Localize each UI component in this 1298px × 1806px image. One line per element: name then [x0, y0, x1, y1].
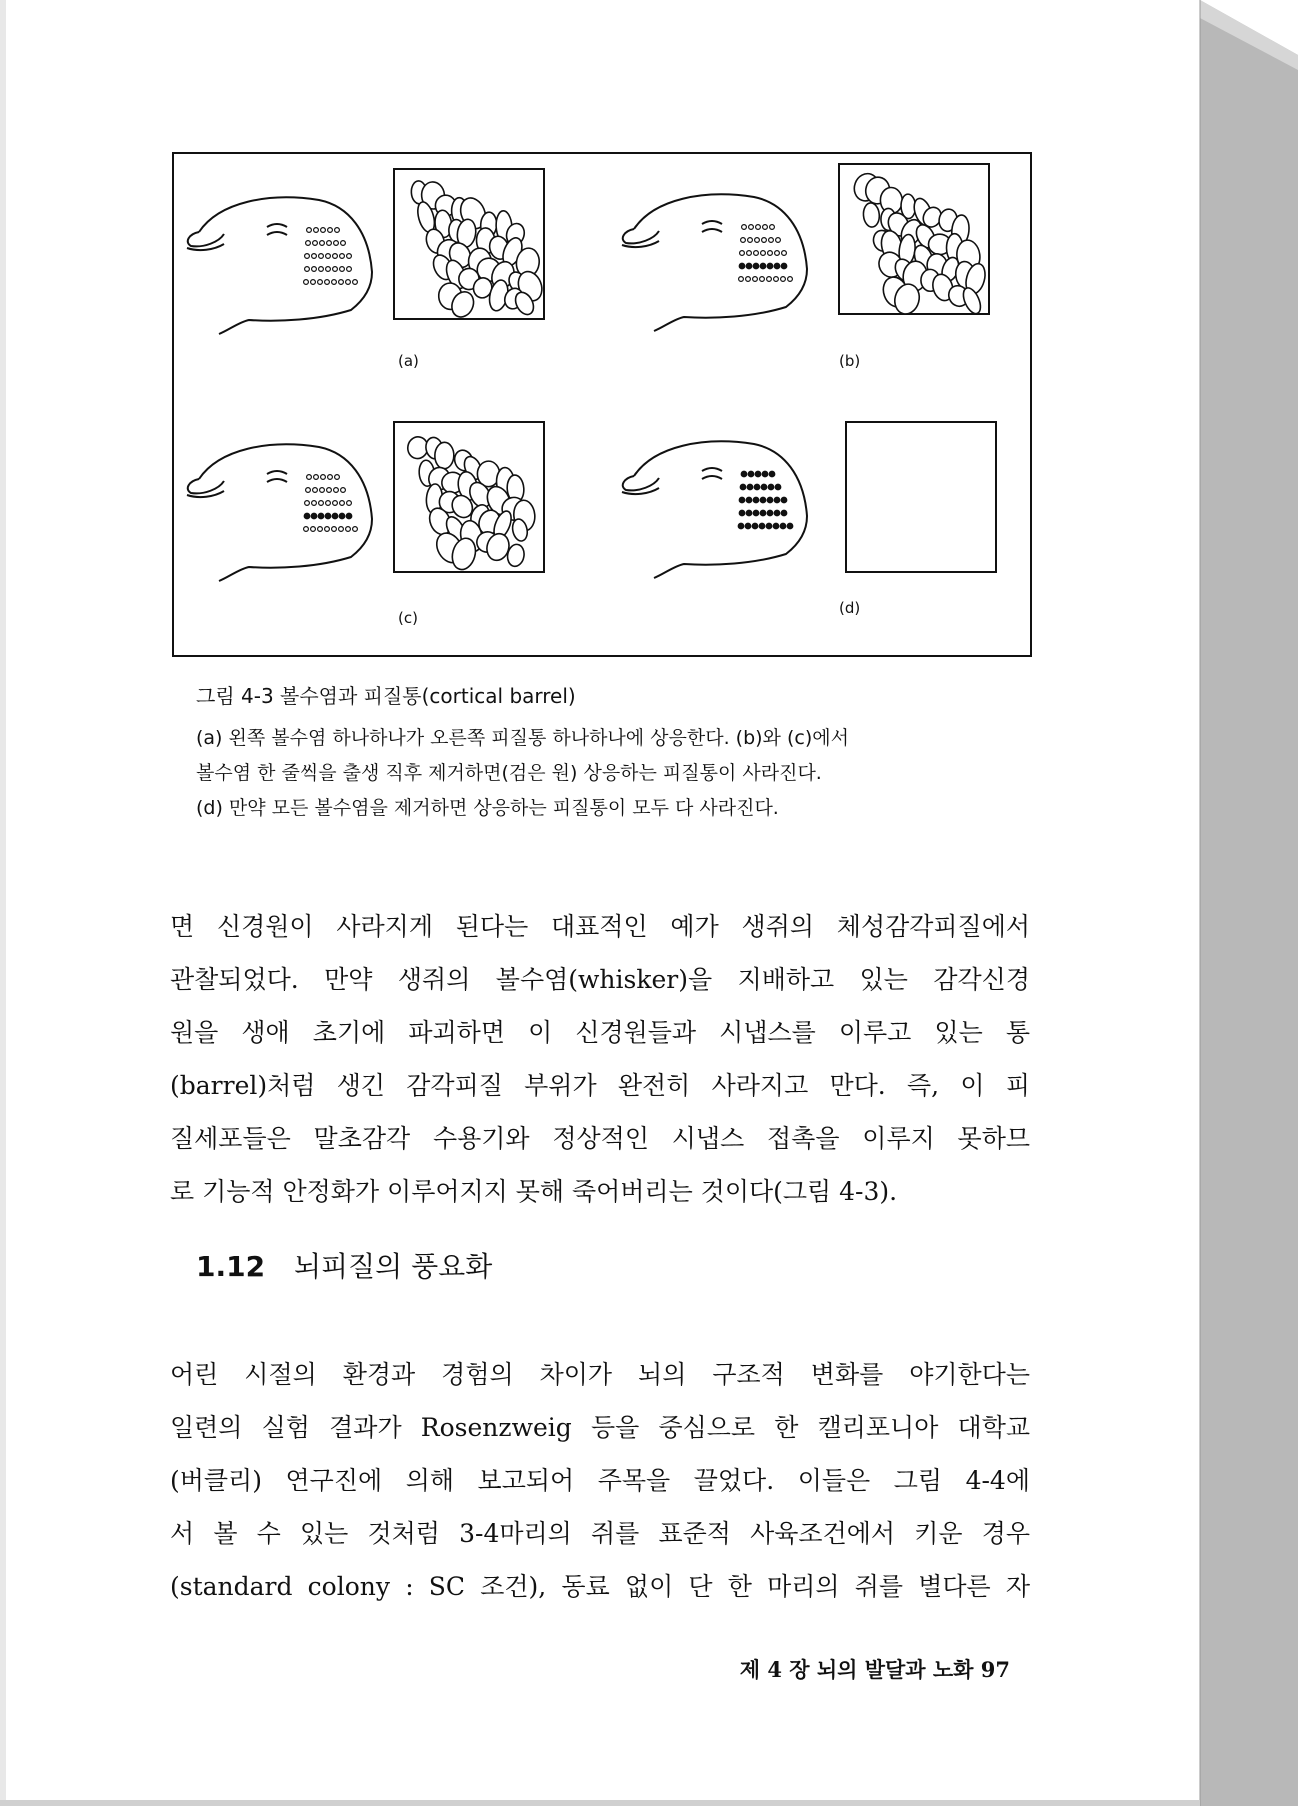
whisker-dot [312, 254, 317, 259]
rat-eye [702, 221, 722, 232]
caption-line: (d) 만약 모든 볼수염을 제거하면 상응하는 피질통이 모두 다 사라진다. [196, 797, 779, 819]
whisker-dot [325, 527, 330, 532]
whisker-dot [748, 238, 753, 243]
whisker-dot [761, 251, 766, 256]
whisker-dot [760, 277, 765, 282]
whisker-dot [321, 475, 326, 480]
whisker-dot [335, 228, 340, 233]
whisker-dot [780, 523, 786, 529]
text-line: 로 기능적 안정화가 이루어지지 못해 죽어버리는 것이다(그림 4-3). [170, 1177, 898, 1206]
whisker-dot [770, 225, 775, 230]
section-number: 1.12 [196, 1250, 266, 1283]
whisker-dot [763, 225, 768, 230]
rat-eye [702, 468, 722, 479]
whisker-dot [775, 251, 780, 256]
whisker-dot [320, 241, 325, 246]
whisker-dot [353, 280, 358, 285]
whisker-dot [326, 501, 331, 506]
figure-caption [196, 680, 1026, 826]
whisker-dot [339, 513, 345, 519]
whisker-dot [346, 527, 351, 532]
whisker-dot [319, 254, 324, 259]
whisker-dot [311, 527, 316, 532]
whisker-dot [760, 263, 766, 269]
whisker-dot [741, 471, 747, 477]
whisker-dot [788, 277, 793, 282]
whisker-dot [781, 277, 786, 282]
whisker-dot [767, 277, 772, 282]
whisker-dot [306, 241, 311, 246]
whisker-dot [739, 497, 745, 503]
whisker-dot [781, 263, 787, 269]
section-title-text: 뇌피질의 풍요화 [294, 1250, 493, 1283]
text-line: 원을 생애 초기에 파괴하면 이 신경원들과 시냅스를 이루고 있는 통 [170, 1018, 1030, 1047]
whisker-dot [332, 513, 338, 519]
text-line: 면 신경원이 사라지게 된다는 대표적인 예가 생쥐의 체성감각피질에서 [170, 912, 1030, 941]
whisker-dot [769, 471, 775, 477]
panel-label-a: (a) [398, 352, 419, 370]
whisker-dot [746, 510, 752, 516]
text-line: 어린 시절의 환경과 경험의 차이가 뇌의 구조적 변화를 야기한다는 [170, 1360, 1030, 1389]
whisker-dot [332, 527, 337, 532]
whisker-dot [753, 277, 758, 282]
whisker-dot [335, 475, 340, 480]
whisker-dot [774, 510, 780, 516]
whisker-dot [327, 241, 332, 246]
whisker-dot [773, 523, 779, 529]
rat-head-outline [199, 197, 372, 334]
whisker-dot [747, 251, 752, 256]
whisker-dot [306, 488, 311, 493]
whisker-dot [340, 501, 345, 506]
whisker-dot [339, 527, 344, 532]
whisker-dot [326, 267, 331, 272]
body-paragraph-1 [170, 900, 1030, 1218]
rat-eye [267, 471, 287, 482]
whisker-dot [742, 225, 747, 230]
whisker-dot [328, 475, 333, 480]
whisker-dot [319, 267, 324, 272]
whisker-dot [741, 238, 746, 243]
whisker-dot [768, 484, 774, 490]
rat-ear [623, 476, 659, 490]
whisker-dot [766, 523, 772, 529]
whisker-dot [340, 254, 345, 259]
rat-ear [188, 479, 224, 493]
whisker-dot [346, 280, 351, 285]
text-line: (standard colony : SC 조건), 동료 없이 단 한 마리의 쥐를 별다른 자 [170, 1572, 1030, 1601]
text-line: 질세포들은 말초감각 수용기와 정상적인 시냅스 접촉을 이루지 못하므 [170, 1124, 1030, 1153]
caption-title: 그림 4-3 볼수염과 피질통(cortical barrel) [196, 684, 576, 708]
whisker-dot [739, 277, 744, 282]
whisker-barrel-illustration [174, 154, 1030, 655]
whisker-dot [326, 254, 331, 259]
whisker-dot [334, 488, 339, 493]
whisker-dot [341, 488, 346, 493]
whisker-dot [313, 241, 318, 246]
whisker-dot [748, 471, 754, 477]
whisker-dot [327, 488, 332, 493]
whisker-dot [339, 280, 344, 285]
rat-ear [188, 232, 224, 246]
whisker-dot [320, 488, 325, 493]
whisker-dot [347, 501, 352, 506]
whisker-dot [767, 510, 773, 516]
text-line: 일련의 실험 결과가 Rosenzweig 등을 중심으로 한 캘리포니아 대학교 [170, 1413, 1030, 1442]
whisker-dot [746, 277, 751, 282]
whisker-dot [746, 497, 752, 503]
whisker-dot [745, 523, 751, 529]
whisker-dot [755, 238, 760, 243]
whisker-dot [738, 523, 744, 529]
whisker-dot [753, 510, 759, 516]
panel-label-d: (d) [839, 599, 861, 617]
whisker-dot [304, 513, 310, 519]
whisker-dot [311, 513, 317, 519]
section-heading [196, 1245, 492, 1285]
text-line: (barrel)처럼 생긴 감각피질 부위가 완전히 사라지고 만다. 즉, 이 피 [170, 1071, 1030, 1100]
whisker-dot [314, 475, 319, 480]
whisker-dot [305, 501, 310, 506]
whisker-dot [334, 241, 339, 246]
whisker-dot [311, 280, 316, 285]
whisker-dot [312, 267, 317, 272]
whisker-dot [333, 501, 338, 506]
whisker-dot [307, 228, 312, 233]
whisker-dot [755, 471, 761, 477]
whisker-dot [762, 238, 767, 243]
whisker-dot [341, 241, 346, 246]
whisker-dot [746, 263, 752, 269]
whisker-dot [739, 263, 745, 269]
whisker-dot [754, 251, 759, 256]
whisker-dot [304, 527, 309, 532]
whisker-dot [325, 280, 330, 285]
whisker-dot [328, 228, 333, 233]
whisker-dot [304, 280, 309, 285]
whisker-dot [318, 527, 323, 532]
whisker-dot [774, 277, 779, 282]
text-line: (버클리) 연구진에 의해 보고되어 주목을 끌었다. 이들은 그림 4-4에 [170, 1466, 1030, 1495]
whisker-dot [333, 254, 338, 259]
whisker-dot [313, 488, 318, 493]
rat-head-outline [199, 444, 372, 581]
whisker-dot [767, 263, 773, 269]
figure-4-3 [172, 152, 1032, 657]
whisker-dot [760, 510, 766, 516]
whisker-dot [747, 484, 753, 490]
whisker-dot [319, 501, 324, 506]
whisker-dot [347, 267, 352, 272]
whisker-dot [782, 251, 787, 256]
whisker-dot [318, 280, 323, 285]
whisker-dot [776, 238, 781, 243]
whisker-dot [740, 484, 746, 490]
panel-label-c: (c) [398, 609, 418, 627]
caption-line: 볼수염 한 줄씩을 출생 직후 제거하면(검은 원) 상응하는 피질통이 사라진다. [196, 762, 822, 784]
whisker-dot [768, 251, 773, 256]
text-line: 서 볼 수 있는 것처럼 3-4마리의 쥐를 표준적 사육조건에서 키운 경우 [170, 1519, 1030, 1548]
whisker-dot [761, 484, 767, 490]
whisker-dot [325, 513, 331, 519]
whisker-dot [762, 471, 768, 477]
whisker-dot [321, 228, 326, 233]
whisker-dot [769, 238, 774, 243]
whisker-dot [333, 267, 338, 272]
rat-head-outline [634, 441, 807, 578]
whisker-dot [314, 228, 319, 233]
whisker-dot [312, 501, 317, 506]
whisker-dot [740, 251, 745, 256]
whisker-dot [739, 510, 745, 516]
whisker-dot [353, 527, 358, 532]
whisker-dot [753, 497, 759, 503]
whisker-dot [774, 263, 780, 269]
whisker-dot [756, 225, 761, 230]
whisker-dot [332, 280, 337, 285]
whisker-dot [774, 497, 780, 503]
page-footer: 제 4 장 뇌의 발달과 노화 97 [739, 1657, 1010, 1682]
whisker-dot [752, 523, 758, 529]
rat-eye [267, 224, 287, 235]
panel-label-b: (b) [839, 352, 861, 370]
whisker-dot [318, 513, 324, 519]
rat-head-outline [634, 194, 807, 331]
whisker-dot [781, 497, 787, 503]
whisker-dot [759, 523, 765, 529]
whisker-dot [787, 523, 793, 529]
whisker-dot [307, 475, 312, 480]
rat-ear [623, 229, 659, 243]
whisker-dot [753, 263, 759, 269]
whisker-dot [775, 484, 781, 490]
body-paragraph-2 [170, 1348, 1030, 1613]
whisker-dot [347, 254, 352, 259]
barrel-field-frame [846, 422, 996, 572]
caption-line: (a) 왼쪽 볼수염 하나하나가 오른쪽 피질통 하나하나에 상응한다. (b)와 (c)에서 [196, 727, 849, 749]
whisker-dot [305, 267, 310, 272]
text-line: 관찰되었다. 만약 생쥐의 볼수염(whisker)을 지배하고 있는 감각신경 [170, 965, 1030, 994]
whisker-dot [340, 267, 345, 272]
whisker-dot [754, 484, 760, 490]
whisker-dot [781, 510, 787, 516]
whisker-dot [749, 225, 754, 230]
whisker-dot [305, 254, 310, 259]
whisker-dot [760, 497, 766, 503]
whisker-dot [767, 497, 773, 503]
whisker-dot [346, 513, 352, 519]
cortical-barrel [434, 442, 454, 469]
